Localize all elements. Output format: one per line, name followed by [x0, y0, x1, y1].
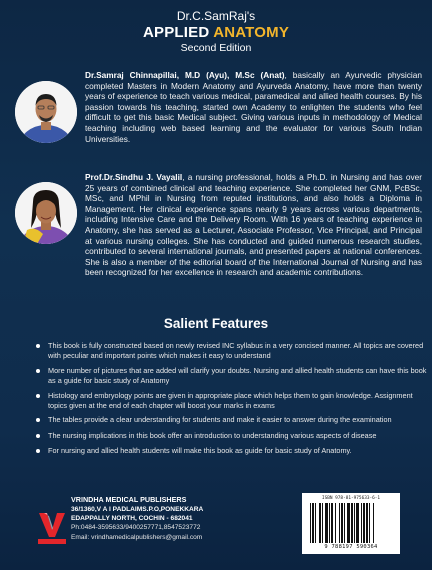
feature-text: The tables provide a clear understanding for students and make it easier to answer during the examination	[48, 415, 392, 425]
barcode-bar	[329, 503, 330, 543]
barcode-icon	[310, 503, 392, 543]
salient-features-title: Salient Features	[163, 316, 269, 331]
publisher-logo-icon	[37, 510, 67, 546]
bullet-icon	[36, 449, 40, 453]
author-bio-2-text	[85, 172, 422, 278]
author-bio-2-body: , a nursing professional, holds a Ph.D. in Nursing and has over 25 years of combined clinical and teaching experience. She completed her GNM, PcBSc, MSc, and MPhil in Nursing from reputed institutions, and also holds a Diploma in Management. Her clinical experience spans nearly 9 years across various departments, including Intensive Care and the Delivery Room. With 16 years of teaching experience in Anatomy, she has served as a Lecturer, Associate Professor, Vice Principal, and Principal at various nursing colleges. She has conducted and guided numerous research studies, contributed to several international journals, and presented papers at national conferences. She is also a member of the editorial board of the International Journal of Nursing and has been recognized for her excellence in research and academic contributions.	[85, 172, 422, 278]
barcode-bar	[310, 503, 311, 543]
feature-item	[36, 415, 428, 425]
bullet-icon	[36, 344, 40, 348]
barcode-bar	[335, 503, 336, 543]
publisher-info	[71, 495, 281, 542]
feature-text: This book is fully constructed based on newly revised INC syllabus in a very concised manner. All topics are covered with peculiar and important points which makes it easy to understand	[48, 341, 424, 361]
publisher-address-2: EDAPPALLY NORTH, COCHIN - 682041	[71, 515, 193, 523]
barcode-bar	[331, 503, 333, 543]
barcode-bar	[361, 503, 362, 543]
cover-header	[0, 9, 432, 54]
barcode-bar	[325, 503, 328, 543]
book-title	[0, 24, 432, 42]
barcode-bar	[312, 503, 314, 543]
author-name-2: Prof.Dr.Sindhu J. Vayalil	[85, 172, 183, 182]
barcode-bar	[347, 503, 350, 543]
author-bio-1-body: , basically an Ayurvedic physician completed Masters in Modern Anatomy and Ayurveda Anatomy, have more than twenty years of experience to teach various medical, paramedical and allied health courses. By his passion towards his teaching, started own Academy to enlighten the students who feel difficult to get this basic Medical subject. Giving various inputs in methodology of Medical teaching including web based learning and the evaluator for various South Indian Universities.	[85, 70, 422, 144]
feature-text: More number of pictures that are added will clarify your doubts. Nursing and allied health students can have this book as a guide for basic study of Anatomy	[48, 365, 427, 386]
barcode-bar	[319, 503, 321, 543]
barcode-bar	[356, 503, 359, 543]
barcode-bar	[322, 503, 323, 543]
publisher-phone: Ph:0484-3595633/9400257771,8547523772	[71, 524, 201, 532]
bullet-icon	[36, 369, 40, 373]
barcode-bar	[354, 503, 355, 543]
isbn-label: ISBN 978-81-975633-6-1	[321, 496, 381, 501]
feature-text: For nursing and allied health students will make this book as guide for basic study of Anatomy.	[48, 446, 352, 456]
barcode-bar	[373, 503, 374, 543]
bullet-icon	[36, 418, 40, 422]
barcode-digits: 9 788197 590364	[324, 544, 378, 550]
feature-item	[36, 446, 428, 456]
edition-line: Second Edition	[180, 42, 252, 54]
barcode-bar	[315, 503, 316, 543]
barcode-bar	[351, 503, 353, 543]
bullet-icon	[36, 434, 40, 438]
author-name-1: Dr.Samraj Chinnapillai, M.D (Ayu), M.Sc (Anat)	[85, 70, 285, 80]
feature-item	[36, 366, 428, 387]
barcode-bar	[369, 503, 370, 543]
feature-item	[36, 391, 428, 412]
barcode-bar	[363, 503, 365, 543]
feature-text: Histology and embryology points are given in appropriate place which helps them to gain knowledge. Assignment topics given at the end of each chapter will boost your marks in exams	[48, 390, 413, 411]
publisher-address-1: 36/1360,V A I PADLAIMS.P.O,PONEKKARA	[71, 506, 204, 513]
author-bio-1-text	[85, 70, 422, 144]
bullet-icon	[36, 394, 40, 398]
author-line: Dr.C.SamRaj's	[176, 9, 256, 23]
publisher-footer	[0, 492, 432, 570]
author-photo-1	[15, 81, 77, 143]
feature-item	[36, 431, 428, 441]
barcode-bar	[341, 503, 343, 543]
isbn-barcode	[302, 493, 400, 554]
title-word-applied: APPLIED	[142, 24, 210, 41]
author-photo-2	[15, 182, 77, 244]
feature-item	[36, 341, 428, 362]
barcode-bar	[344, 503, 345, 543]
salient-features-list	[36, 341, 428, 457]
title-word-anatomy: ANATOMY	[213, 24, 290, 41]
publisher-name: VRINDHA MEDICAL PUBLISHERS	[71, 495, 187, 504]
barcode-bar	[366, 503, 368, 543]
publisher-email: Email: vrindhamedicalpublishers@gmail.com	[71, 533, 203, 541]
barcode-bar	[339, 503, 340, 543]
feature-text: The nursing implications in this book offer an introduction to understanding various aspects of disease	[48, 430, 377, 440]
